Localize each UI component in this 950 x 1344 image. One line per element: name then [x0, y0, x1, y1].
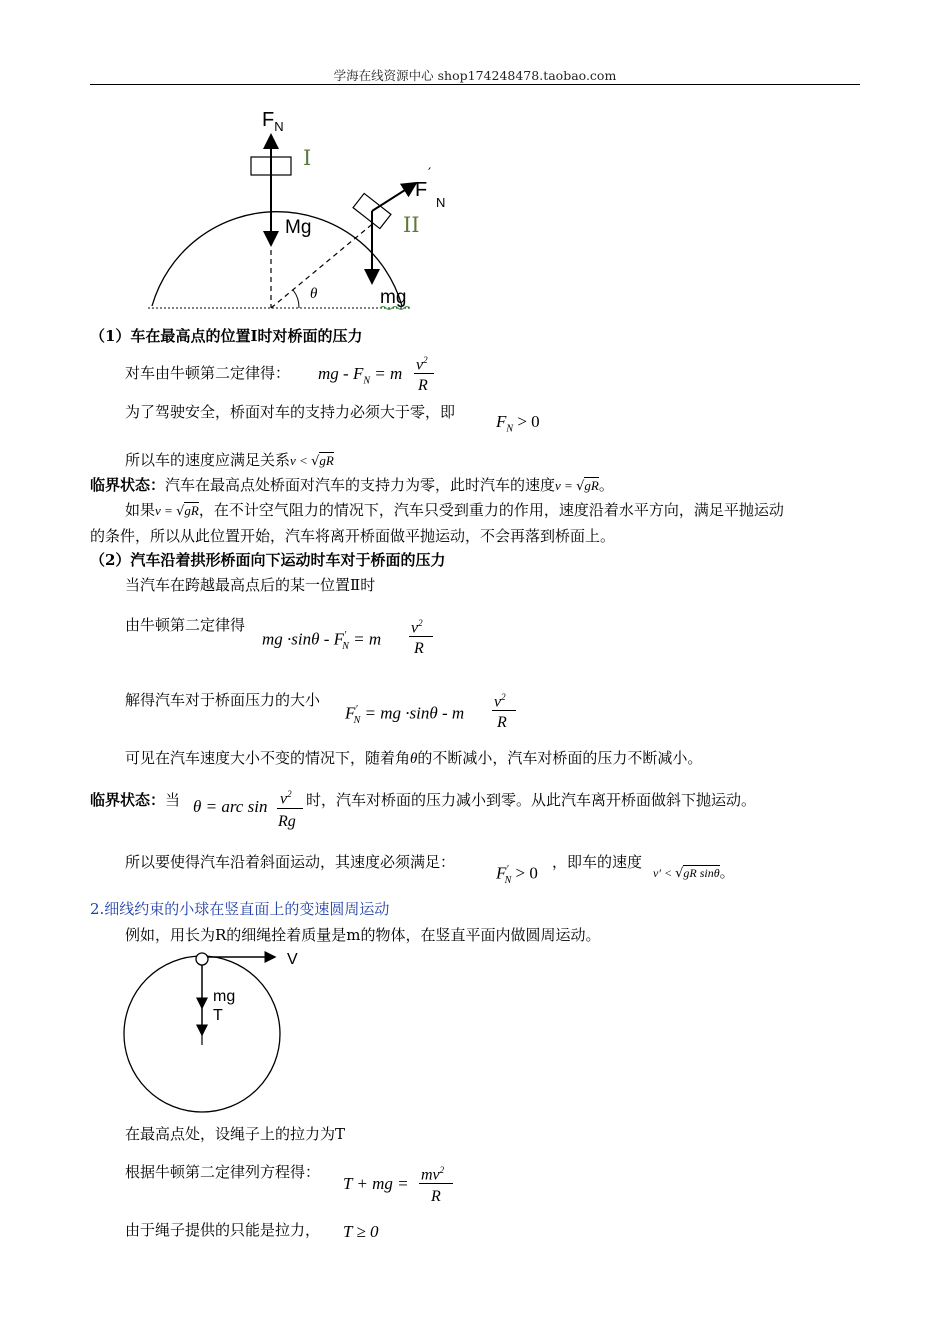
s3-intro: 例如，用长为R的细绳拴着质量是m的物体，在竖直平面内做圆周运动。 [125, 926, 601, 944]
s2-critical-label: 临界状态：当 [90, 791, 181, 809]
s3-rope-text: 由于绳子提供的只能是拉力， [125, 1221, 321, 1239]
section2-heading: （2）汽车沿着拱形桥面向下运动时车对于桥面的压力 [90, 551, 446, 569]
s2-cond-text2: ，即车的速度 [552, 853, 643, 871]
theta-arc [293, 290, 299, 308]
s1-eq1-num: $v^2$ [416, 355, 428, 374]
s3-eq-prefix: 根据牛顿第二定律列方程得： [125, 1163, 321, 1181]
position-1-label: I [303, 146, 312, 170]
fn2-arrow [372, 183, 416, 211]
s1-if-line-2: 的条件，所以从此位置开始，汽车将离开桥面做平抛运动，不会再落到桥面上。 [90, 527, 616, 545]
s3-top-text: 在最高点处，设绳子上的拉力为T [125, 1125, 346, 1143]
circle-diagram [120, 948, 320, 1113]
s1-eq1-fraction-bar [414, 373, 434, 374]
fn2-prime: ′ [428, 166, 432, 182]
bridge-diagram [140, 105, 470, 315]
s2-cond-text: 所以要使得汽车沿着斜面运动，其速度必须满足： [125, 853, 456, 871]
section3-heading: 2.细线约束的小球在竖直面上的变速圆周运动 [90, 900, 390, 918]
s2-sol-num: $v^2$ [494, 692, 506, 711]
s2-critical-num: $v^2$ [280, 789, 292, 808]
s1-safety-math: $F_N > 0$ [496, 412, 540, 435]
fn-label: $F_N$ [262, 109, 284, 134]
s2-sol-fraction-bar [492, 710, 516, 711]
mg-label-2: mg [213, 988, 236, 1005]
s1-eq1-prefix: 对车由牛顿第二定律得： [125, 364, 291, 382]
s1-eq1-den: R [418, 377, 428, 394]
s2-cond-math: $F'_N > 0$ [496, 863, 538, 887]
s2-eq-lhs: mg $\cdot\sin\theta - F'_N = m$ [262, 629, 382, 653]
s2-intro: 当汽车在跨越最高点后的某一位置Ⅱ时 [125, 576, 376, 594]
s2-critical-math: θ = arc sin [193, 797, 268, 816]
s2-critical-text: 时，汽车对桥面的压力减小到零。从此汽车离开桥面做斜下抛运动。 [306, 791, 757, 809]
s2-eq-fraction-bar [409, 636, 433, 637]
Mg-label: Mg [285, 217, 312, 238]
s2-critical-fraction-bar [277, 808, 303, 809]
s2-eq-prefix: 由牛顿第二定律得 [125, 616, 246, 634]
header-rule [90, 84, 860, 85]
position-2-label: II [403, 213, 420, 237]
s2-critical-den: Rg [278, 813, 296, 830]
s3-eq-lhs: T + mg = [343, 1174, 409, 1193]
theta-label: θ [310, 286, 318, 302]
section1-heading: （1）车在最高点的位置Ⅰ时对桥面的压力 [90, 327, 363, 345]
s2-sol-prefix: 解得汽车对于桥面压力的大小 [125, 691, 321, 709]
fn2-label: F [415, 179, 428, 201]
s1-safety-text: 为了驾驶安全，桥面对车的支持力必须大于零，即 [125, 403, 456, 421]
v-label: V [287, 951, 298, 968]
s2-eq-num: $v^2$ [411, 618, 423, 637]
s1-speed-text: 所以车的速度应满足关系v < √gR [125, 451, 334, 469]
s3-eq-num: $mv^2$ [421, 1165, 445, 1184]
s3-rope-math: T ≥ 0 [343, 1222, 379, 1241]
s2-eq-den: R [414, 640, 424, 657]
s1-if-line: 如果v = √gR，在不计空气阻力的情况下，汽车只受到重力的作用，速度沿着水平方向，满足平抛运动 [125, 501, 784, 519]
s3-eq-den: R [431, 1188, 441, 1205]
page-header: 学海在线资源中心 shop174248478.taobao.com [333, 68, 617, 83]
s2-sol-den: R [497, 714, 507, 731]
s2-sol-lhs: $F'_N$ = mg ·sinθ - m [345, 703, 465, 727]
T-label: T [213, 1007, 223, 1024]
bridge-arc [152, 212, 402, 306]
s1-eq1-lhs: mg - $F_N = m$ [318, 364, 403, 387]
mg-label: mg [380, 287, 407, 308]
s2-cond-speed: v′ < √gR sinθ。 [653, 863, 735, 881]
fn2-sub: N [436, 195, 446, 210]
s3-eq-fraction-bar [419, 1183, 453, 1184]
ball [196, 953, 208, 965]
s2-visible-line: 可见在汽车速度大小不变的情况下，随着角θ的不断减小，汽车对桥面的压力不断减小。 [125, 749, 703, 767]
s1-critical-line: 临界状态：汽车在最高点处桥面对汽车的支持力为零，此时汽车的速度v = √gR。 [90, 476, 614, 494]
